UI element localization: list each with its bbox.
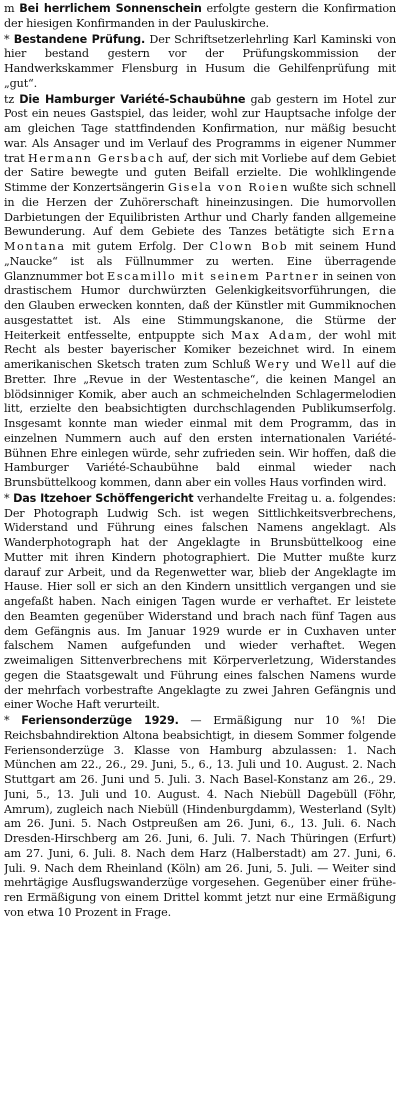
article-pruefung (4, 33, 396, 92)
article-body: verhandelte Freitag u. a. folgendes: Der Photograph Ludwig Sch. ist wegen Sittlichkeitsverbrechens, Widerstand und Führung eines falschen Namens angeklagt. Als Wanderphotograph hat der Angeklagte in Brunsbüttelkoog eine Mutter mit ihren Kindern photographiert. Die Mutter mußte kurz darauf zur Arbeit, und da Regenwetter war, blieb der Angeklagte im Hause. Hier soll er sich an den Kindern unsittlich vergangen und sie angefaßt haben. Nach einigen Tagen wurde er verhaftet. Er leistete den Beamten gegenüber Widerstand und brach nach fünf Tagen aus dem Gefängnis aus. Im Januar 1929 wurde er in Cuxhaven unter falschem Namen aufgefunden und wieder verhaftet. Wegen zweimaligen Sittenverbrechens mit Körperverletzung, Widerstandes gegen die Staatsgewalt und Führung eines falschen Namens wurde der mehrfach vorbestrafte Angeklagte zu zwei Jahren Gefängnis und einer Woche Haft verurteilt. (4, 491, 396, 712)
article-headline: Bei herrlichem Sonnenschein (19, 2, 202, 15)
performer-name: Wery (255, 358, 291, 371)
article-konfirmation (4, 2, 396, 32)
article-marker: * (4, 32, 14, 46)
article-body: wußte sich schnell in die Herzen der Zuhörerschaft hineinzusingen. Die humorvollen Darbietungen der Equilibristen Arthur und Charly fanden allgemeine Bewunderung. Auf dem Gebiete des Tanzes betätigte sich (4, 181, 396, 239)
article-body: erfolgte gestern die Konfirmation der hiesigen Konfirmanden in der Pauluskirche. (4, 2, 396, 30)
article-body: — Ermäßigung nur 10 %! Die Reichsbahndirektion Altona beabsichtigt, in diesem Sommer folgende Feriensonderzüge 3. Klasse von Hamburg abzulassen: 1. Nach München am 22., 26., 29. Juni, 5., 6., 13. Juli und 10. August. 2. Nach Stuttgart am 26. Juni und 5. Juli. 3. Nach Basel-Konstanz am 26., 29. Juni, 5., 13. Juli und 10. August. 4. Nach Niebüll Dagebüll (Föhr, Amrum), zugleich nach Niebüll (Hindenburgdamm), Westerland (Sylt) am 26. Juni. 5. Nach Ostpreußen am 26. Juni, 6., 13. Juli. 6. Nach Dresden-Hirschberg am 26. Juni, 6. Juli. 7. Nach Thüringen (Erfurt) am 27. Juni, 6. Juli. 8. Nach dem Harz (Halberstadt) am 27. Juni, 6. Juli. 9. Nach dem Rheinland (Köln) am 26. Juni, 5. Juli. — Weiter sind mehrtägige Ausflugswanderzüge vorgesehen. Gegenüber einer früheren Ermäßigung von einem Drittel kommt jetzt nur eine Ermäßigung von etwa 10 Prozent in Frage. (4, 714, 396, 919)
performer-name: Max Adam (231, 328, 309, 342)
article-marker: m (4, 2, 20, 15)
article-body: und (290, 358, 322, 371)
article-body: auf, der sich mit Vorliebe auf dem Gebiet der Satire bewegte und guten Beifall erzielte. Die wohlklingende Stimme der Konzertsängerin (4, 151, 396, 194)
article-body: gab gestern im Hotel zur Post ein neues Gastspiel, das leider, wohl zur Hauptsache infolge der am gleichen Tage stattfindenden Konfirmation, nur mäßig besucht war. Als Ansager und im Verlauf des Programms in eigener Nummer trat (4, 92, 396, 165)
article-headline: Feriensonderzüge 1929. (21, 714, 179, 727)
article-headline: Bestandene Prüfung. (13, 32, 146, 46)
article-body: mit gutem Erfolg. Der (65, 240, 210, 253)
performer-name: Clown Bob (209, 240, 289, 253)
performer-name: Gisela von Roien (167, 181, 290, 194)
newspaper-column (4, 2, 396, 1114)
performer-name: Escamillo mit seinem Partner (107, 269, 320, 283)
article-variete (4, 93, 396, 491)
performer-name: Erna Montana (4, 225, 396, 253)
article-headline: Das Itzehoer Schöffengericht (13, 491, 194, 505)
article-body: Der Schriftsetzerlehrling Karl Kaminski von hier bestand gestern vor der Prüfungskommission der Handwerkskammer Flensburg in Husum die Gehilfenprüfung mit „gut“. (4, 32, 396, 90)
article-marker: * (4, 714, 22, 727)
article-body: mit seinem Hund „Naucke“ ist als Füllnummer zu werten. Eine überragende Glanznummer bot (4, 240, 396, 283)
article-marker: * (4, 491, 14, 505)
article-headline: Die Hamburger Variété-Schaubühne (19, 92, 246, 106)
article-body: , der wohl mit Recht als bester bayerischer Komiker bezeichnet wird. In einem amerikanischen Sketsch traten zum Schluß (4, 328, 396, 371)
article-marker: tz (4, 92, 20, 106)
article-schoeffengericht (4, 492, 396, 713)
article-feriensonderzuege (4, 714, 396, 921)
performer-name: Well (321, 358, 352, 371)
article-body: in seinen von drastischem Humor durchwürzten Gelenkigkeitsvorführungen, die den Glauben erwecken konnten, daß der Künstler mit Gummiknochen ausgestattet ist. Als eine Stimmungskanone, die Stürme der Heiterkeit entfesselte, entpuppte sich (4, 269, 396, 342)
performer-name: Hermann Gersbach (27, 151, 165, 165)
article-body: auf die Bretter. Ihre „Revue in der Westentasche“, die keinen Mangel an blödsinniger Komik, aber auch an schmeichelnden Schlagermelodien litt, erzielte den beabsichtigten durchschlagenden Publikumserfolg. Insgesamt konnte man wieder einmal mit dem Programm, das in einzelnen Nummern auch auf den ersten internationalen Variété-Bühnen Ehre einlegen würde, sehr zufrieden sein. Wir hoffen, daß die Hamburger Variété-Schaubühne bald einmal wieder nach Brunsbüttelkoog kommen, dann aber ein volles Haus vorfinden wird. (4, 358, 396, 489)
